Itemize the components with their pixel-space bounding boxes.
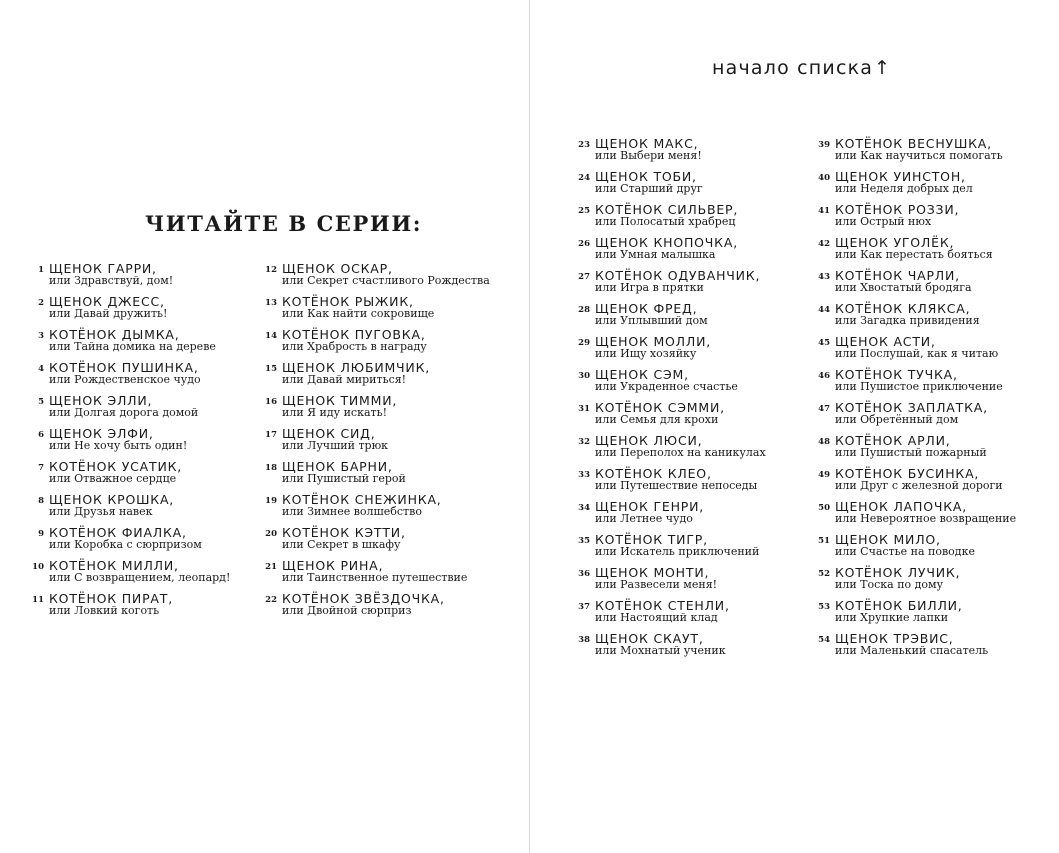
book-subtitle: или С возвращением, леопард!	[49, 571, 231, 584]
book-title: ЩЕНОК ЭЛФИ,	[49, 426, 154, 441]
book-number: 45	[818, 338, 830, 348]
book-entry	[570, 202, 830, 234]
book-subtitle: или Обретённый дом	[835, 413, 959, 426]
book-entry	[24, 261, 284, 293]
book-number: 3	[38, 331, 44, 341]
book-title: КОТЁНОК ДЫМКА,	[49, 327, 180, 342]
book-number: 27	[578, 272, 590, 282]
book-title: КОТЁНОК ЗВЁЗДОЧКА,	[282, 591, 445, 606]
book-title: ЩЕНОК МОНТИ,	[595, 565, 710, 580]
book-subtitle: или Пушистый пожарный	[835, 446, 987, 459]
book-subtitle: или Украденное счастье	[595, 380, 738, 393]
book-subtitle: или Секрет счастливого Рождества	[282, 274, 490, 287]
book-entry	[257, 459, 517, 491]
book-title: КОТЁНОК ПУГОВКА,	[282, 327, 426, 342]
book-number: 9	[38, 529, 44, 539]
book-number: 14	[265, 331, 277, 341]
book-number: 33	[578, 470, 590, 480]
book-subtitle: или Полосатый храбрец	[595, 215, 736, 228]
book-subtitle: или Уплывший дом	[595, 314, 708, 327]
book-title: КОТЁНОК ЧАРЛИ,	[835, 268, 960, 283]
book-title: КОТЁНОК РЫЖИК,	[282, 294, 414, 309]
book-subtitle: или Секрет в шкафу	[282, 538, 401, 551]
book-entry	[810, 301, 1059, 333]
book-number: 18	[265, 463, 277, 473]
book-entry	[810, 268, 1059, 300]
book-title: КОТЁНОК СИЛЬВЕР,	[595, 202, 739, 217]
book-entry	[257, 360, 517, 392]
book-entry	[24, 294, 284, 326]
book-title: КОТЁНОК СНЕЖИНКА,	[282, 492, 442, 507]
book-entry	[810, 631, 1059, 663]
book-subtitle: или Неделя добрых дел	[835, 182, 973, 195]
book-number: 13	[265, 298, 277, 308]
book-subtitle: или Семья для крохи	[595, 413, 719, 426]
book-subtitle: или Летнее чудо	[595, 512, 693, 525]
book-number: 47	[818, 404, 830, 414]
book-subtitle: или Пушистый герой	[282, 472, 406, 485]
book-number: 5	[38, 397, 44, 407]
book-title: ЩЕНОК ТОБИ,	[595, 169, 697, 184]
book-entry	[24, 360, 284, 392]
book-title: КОТЁНОК СЭММИ,	[595, 400, 725, 415]
book-title: ЩЕНОК УГОЛЁК,	[835, 235, 955, 250]
book-subtitle: или Давай мириться!	[282, 373, 407, 386]
book-number: 37	[578, 602, 590, 612]
book-entry	[24, 525, 284, 557]
book-title: ЩЕНОК РИНА,	[282, 558, 384, 573]
book-title: КОТЁНОК ВЕСНУШКА,	[835, 136, 992, 151]
book-subtitle: или Я иду искать!	[282, 406, 388, 419]
book-entry	[24, 327, 284, 359]
book-subtitle: или Как перестать бояться	[835, 248, 993, 261]
book-entry	[257, 558, 517, 590]
book-title: ЩЕНОК ЛАПОЧКА,	[835, 499, 968, 514]
book-number: 46	[818, 371, 830, 381]
book-subtitle: или Как научиться помогать	[835, 149, 1003, 162]
book-number: 11	[32, 595, 44, 605]
up-arrow-icon: ↑	[874, 57, 892, 79]
book-number: 20	[265, 529, 277, 539]
book-entry	[810, 202, 1059, 234]
book-title: ЩЕНОК КРОШКА,	[49, 492, 175, 507]
book-number: 24	[578, 173, 590, 183]
book-entry	[24, 492, 284, 524]
book-title: ЩЕНОК ГАРРИ,	[49, 261, 157, 276]
book-number: 2	[38, 298, 44, 308]
book-number: 54	[818, 635, 830, 645]
book-number: 29	[578, 338, 590, 348]
book-entry	[24, 558, 284, 590]
book-number: 28	[578, 305, 590, 315]
book-subtitle: или Мохнатый ученик	[595, 644, 726, 657]
book-title: ЩЕНОК КНОПОЧКА,	[595, 235, 738, 250]
book-entry	[570, 598, 830, 630]
book-title: ЩЕНОК ДЖЕСС,	[49, 294, 165, 309]
book-subtitle: или Таинственное путешествие	[282, 571, 468, 584]
book-entry	[570, 235, 830, 267]
book-number: 16	[265, 397, 277, 407]
book-subtitle: или Путешествие непоседы	[595, 479, 758, 492]
book-number: 7	[38, 463, 44, 473]
book-number: 49	[818, 470, 830, 480]
book-subtitle: или Друзья навек	[49, 505, 153, 518]
book-entry	[24, 426, 284, 458]
book-title: КОТЁНОК ОДУВАНЧИК,	[595, 268, 761, 283]
series-title: ЧИТАЙТЕ В СЕРИИ:	[145, 211, 423, 236]
book-title: КОТЁНОК УСАТИК,	[49, 459, 183, 474]
book-entry	[570, 433, 830, 465]
book-subtitle: или Острый нюх	[835, 215, 932, 228]
list-start-label: начало списка	[712, 57, 874, 79]
book-subtitle: или Ловкий коготь	[49, 604, 160, 617]
book-number: 44	[818, 305, 830, 315]
book-number: 32	[578, 437, 590, 447]
book-subtitle: или Загадка привидения	[835, 314, 980, 327]
book-subtitle: или Рождественское чудо	[49, 373, 201, 386]
book-number: 25	[578, 206, 590, 216]
book-number: 42	[818, 239, 830, 249]
book-title: КОТЁНОК СТЕНЛИ,	[595, 598, 730, 613]
book-entry	[257, 492, 517, 524]
book-subtitle: или Не хочу быть один!	[49, 439, 188, 452]
book-title: КОТЁНОК РОЗЗИ,	[835, 202, 960, 217]
book-entry	[257, 393, 517, 425]
book-subtitle: или Храбрость в награду	[282, 340, 427, 353]
book-title: ЩЕНОК СЭМ,	[595, 367, 689, 382]
book-title: ЩЕНОК ЛЮБИМЧИК,	[282, 360, 431, 375]
book-title: ЩЕНОК СКАУТ,	[595, 631, 704, 646]
book-subtitle: или Невероятное возвращение	[835, 512, 1017, 525]
book-title: КОТЁНОК БИЛЛИ,	[835, 598, 963, 613]
book-title: КОТЁНОК ПИРАТ,	[49, 591, 173, 606]
book-number: 38	[578, 635, 590, 645]
book-number: 17	[265, 430, 277, 440]
book-title: ЩЕНОК СИД,	[282, 426, 376, 441]
book-entry	[24, 459, 284, 491]
book-number: 35	[578, 536, 590, 546]
book-entry	[257, 294, 517, 326]
book-subtitle: или Тайна домика на дереве	[49, 340, 216, 353]
book-entry	[570, 565, 830, 597]
book-subtitle: или Пушистое приключение	[835, 380, 1003, 393]
book-title: ЩЕНОК ГЕНРИ,	[595, 499, 705, 514]
book-number: 50	[818, 503, 830, 513]
book-title: КОТЁНОК КЛЕО,	[595, 466, 712, 481]
book-entry	[810, 367, 1059, 399]
book-entry	[570, 631, 830, 663]
book-number: 34	[578, 503, 590, 513]
book-number: 51	[818, 536, 830, 546]
book-number: 21	[265, 562, 277, 572]
book-subtitle: или Счастье на поводке	[835, 545, 975, 558]
book-number: 43	[818, 272, 830, 282]
book-title: ЩЕНОК УИНСТОН,	[835, 169, 966, 184]
book-entry	[257, 327, 517, 359]
book-number: 39	[818, 140, 830, 150]
book-title: КОТЁНОК ТИГР,	[595, 532, 708, 547]
book-entry	[570, 400, 830, 432]
book-number: 23	[578, 140, 590, 150]
book-subtitle: или Умная малышка	[595, 248, 716, 261]
book-entry	[810, 499, 1059, 531]
book-entry	[810, 598, 1059, 630]
book-title: ЩЕНОК БАРНИ,	[282, 459, 393, 474]
book-number: 31	[578, 404, 590, 414]
book-title: ЩЕНОК ТИММИ,	[282, 393, 398, 408]
book-title: КОТЁНОК АРЛИ,	[835, 433, 951, 448]
book-entry	[570, 466, 830, 498]
book-entry	[257, 426, 517, 458]
book-number: 26	[578, 239, 590, 249]
book-entry	[810, 466, 1059, 498]
book-title: ЩЕНОК АСТИ,	[835, 334, 936, 349]
book-subtitle: или Искатель приключений	[595, 545, 760, 558]
book-subtitle: или Двойной сюрприз	[282, 604, 412, 617]
book-subtitle: или Выбери меня!	[595, 149, 702, 162]
book-number: 30	[578, 371, 590, 381]
book-entry	[810, 235, 1059, 267]
book-number: 4	[38, 364, 44, 374]
book-subtitle: или Здравствуй, дом!	[49, 274, 174, 287]
book-subtitle: или Лучший трюк	[282, 439, 389, 452]
book-title: ЩЕНОК ТРЭВИС,	[835, 631, 954, 646]
book-subtitle: или Развесели меня!	[595, 578, 718, 591]
list-start-heading	[712, 57, 891, 79]
book-title: КОТЁНОК ЗАПЛАТКА,	[835, 400, 988, 415]
book-number: 6	[38, 430, 44, 440]
book-subtitle: или Хрупкие лапки	[835, 611, 949, 624]
book-entry	[570, 499, 830, 531]
book-title: КОТЁНОК ЛУЧИК,	[835, 565, 961, 580]
book-entry	[810, 532, 1059, 564]
book-entry	[570, 268, 830, 300]
book-entry	[24, 393, 284, 425]
book-subtitle: или Игра в прятки	[595, 281, 704, 294]
book-entry	[570, 334, 830, 366]
book-title: ЩЕНОК ЛЮСИ,	[595, 433, 703, 448]
book-subtitle: или Настоящий клад	[595, 611, 718, 624]
book-title: ЩЕНОК МОЛЛИ,	[595, 334, 712, 349]
book-subtitle: или Тоска по дому	[835, 578, 944, 591]
book-title: КОТЁНОК ФИАЛКА,	[49, 525, 187, 540]
left-page	[0, 0, 529, 853]
book-entry	[570, 367, 830, 399]
book-title: КОТЁНОК БУСИНКА,	[835, 466, 980, 481]
book-title: КОТЁНОК КЭТТИ,	[282, 525, 406, 540]
book-number: 12	[265, 265, 277, 275]
book-title: ЩЕНОК ЭЛЛИ,	[49, 393, 153, 408]
book-entry	[257, 525, 517, 557]
book-entry	[810, 400, 1059, 432]
book-number: 8	[38, 496, 44, 506]
book-title: ЩЕНОК ФРЕД,	[595, 301, 698, 316]
book-entry	[570, 532, 830, 564]
book-subtitle: или Как найти сокровище	[282, 307, 435, 320]
book-entry	[810, 433, 1059, 465]
book-subtitle: или Старший друг	[595, 182, 703, 195]
book-title: ЩЕНОК МИЛО,	[835, 532, 941, 547]
book-number: 53	[818, 602, 830, 612]
book-number: 40	[818, 173, 830, 183]
book-entry	[810, 334, 1059, 366]
book-entry	[810, 169, 1059, 201]
book-subtitle: или Ищу хозяйку	[595, 347, 697, 360]
book-subtitle: или Давай дружить!	[49, 307, 168, 320]
right-page	[530, 0, 1059, 853]
book-entry	[810, 565, 1059, 597]
book-entry	[24, 591, 284, 623]
book-entry	[570, 301, 830, 333]
book-subtitle: или Друг с железной дороги	[835, 479, 1003, 492]
book-title: ЩЕНОК МАКС,	[595, 136, 699, 151]
book-entry	[810, 136, 1059, 168]
book-number: 19	[265, 496, 277, 506]
book-entry	[257, 591, 517, 623]
book-subtitle: или Отважное сердце	[49, 472, 177, 485]
book-title: КОТЁНОК ТУЧКА,	[835, 367, 958, 382]
book-subtitle: или Коробка с сюрпризом	[49, 538, 202, 551]
book-subtitle: или Послушай, как я читаю	[835, 347, 999, 360]
book-number: 41	[818, 206, 830, 216]
book-number: 22	[265, 595, 277, 605]
book-subtitle: или Зимнее волшебство	[282, 505, 422, 518]
book-entry	[570, 169, 830, 201]
book-subtitle: или Хвостатый бродяга	[835, 281, 972, 294]
book-subtitle: или Долгая дорога домой	[49, 406, 199, 419]
book-number: 36	[578, 569, 590, 579]
book-number: 1	[38, 265, 44, 275]
book-number: 10	[32, 562, 44, 572]
book-title: КОТЁНОК МИЛЛИ,	[49, 558, 179, 573]
book-entry	[257, 261, 517, 293]
book-number: 52	[818, 569, 830, 579]
book-number: 15	[265, 364, 277, 374]
book-title: ЩЕНОК ОСКАР,	[282, 261, 393, 276]
book-title: КОТЁНОК ПУШИНКА,	[49, 360, 199, 375]
book-number: 48	[818, 437, 830, 447]
book-entry	[570, 136, 830, 168]
book-title: КОТЁНОК КЛЯКСА,	[835, 301, 971, 316]
book-subtitle: или Маленький спасатель	[835, 644, 989, 657]
book-subtitle: или Переполох на каникулах	[595, 446, 766, 459]
